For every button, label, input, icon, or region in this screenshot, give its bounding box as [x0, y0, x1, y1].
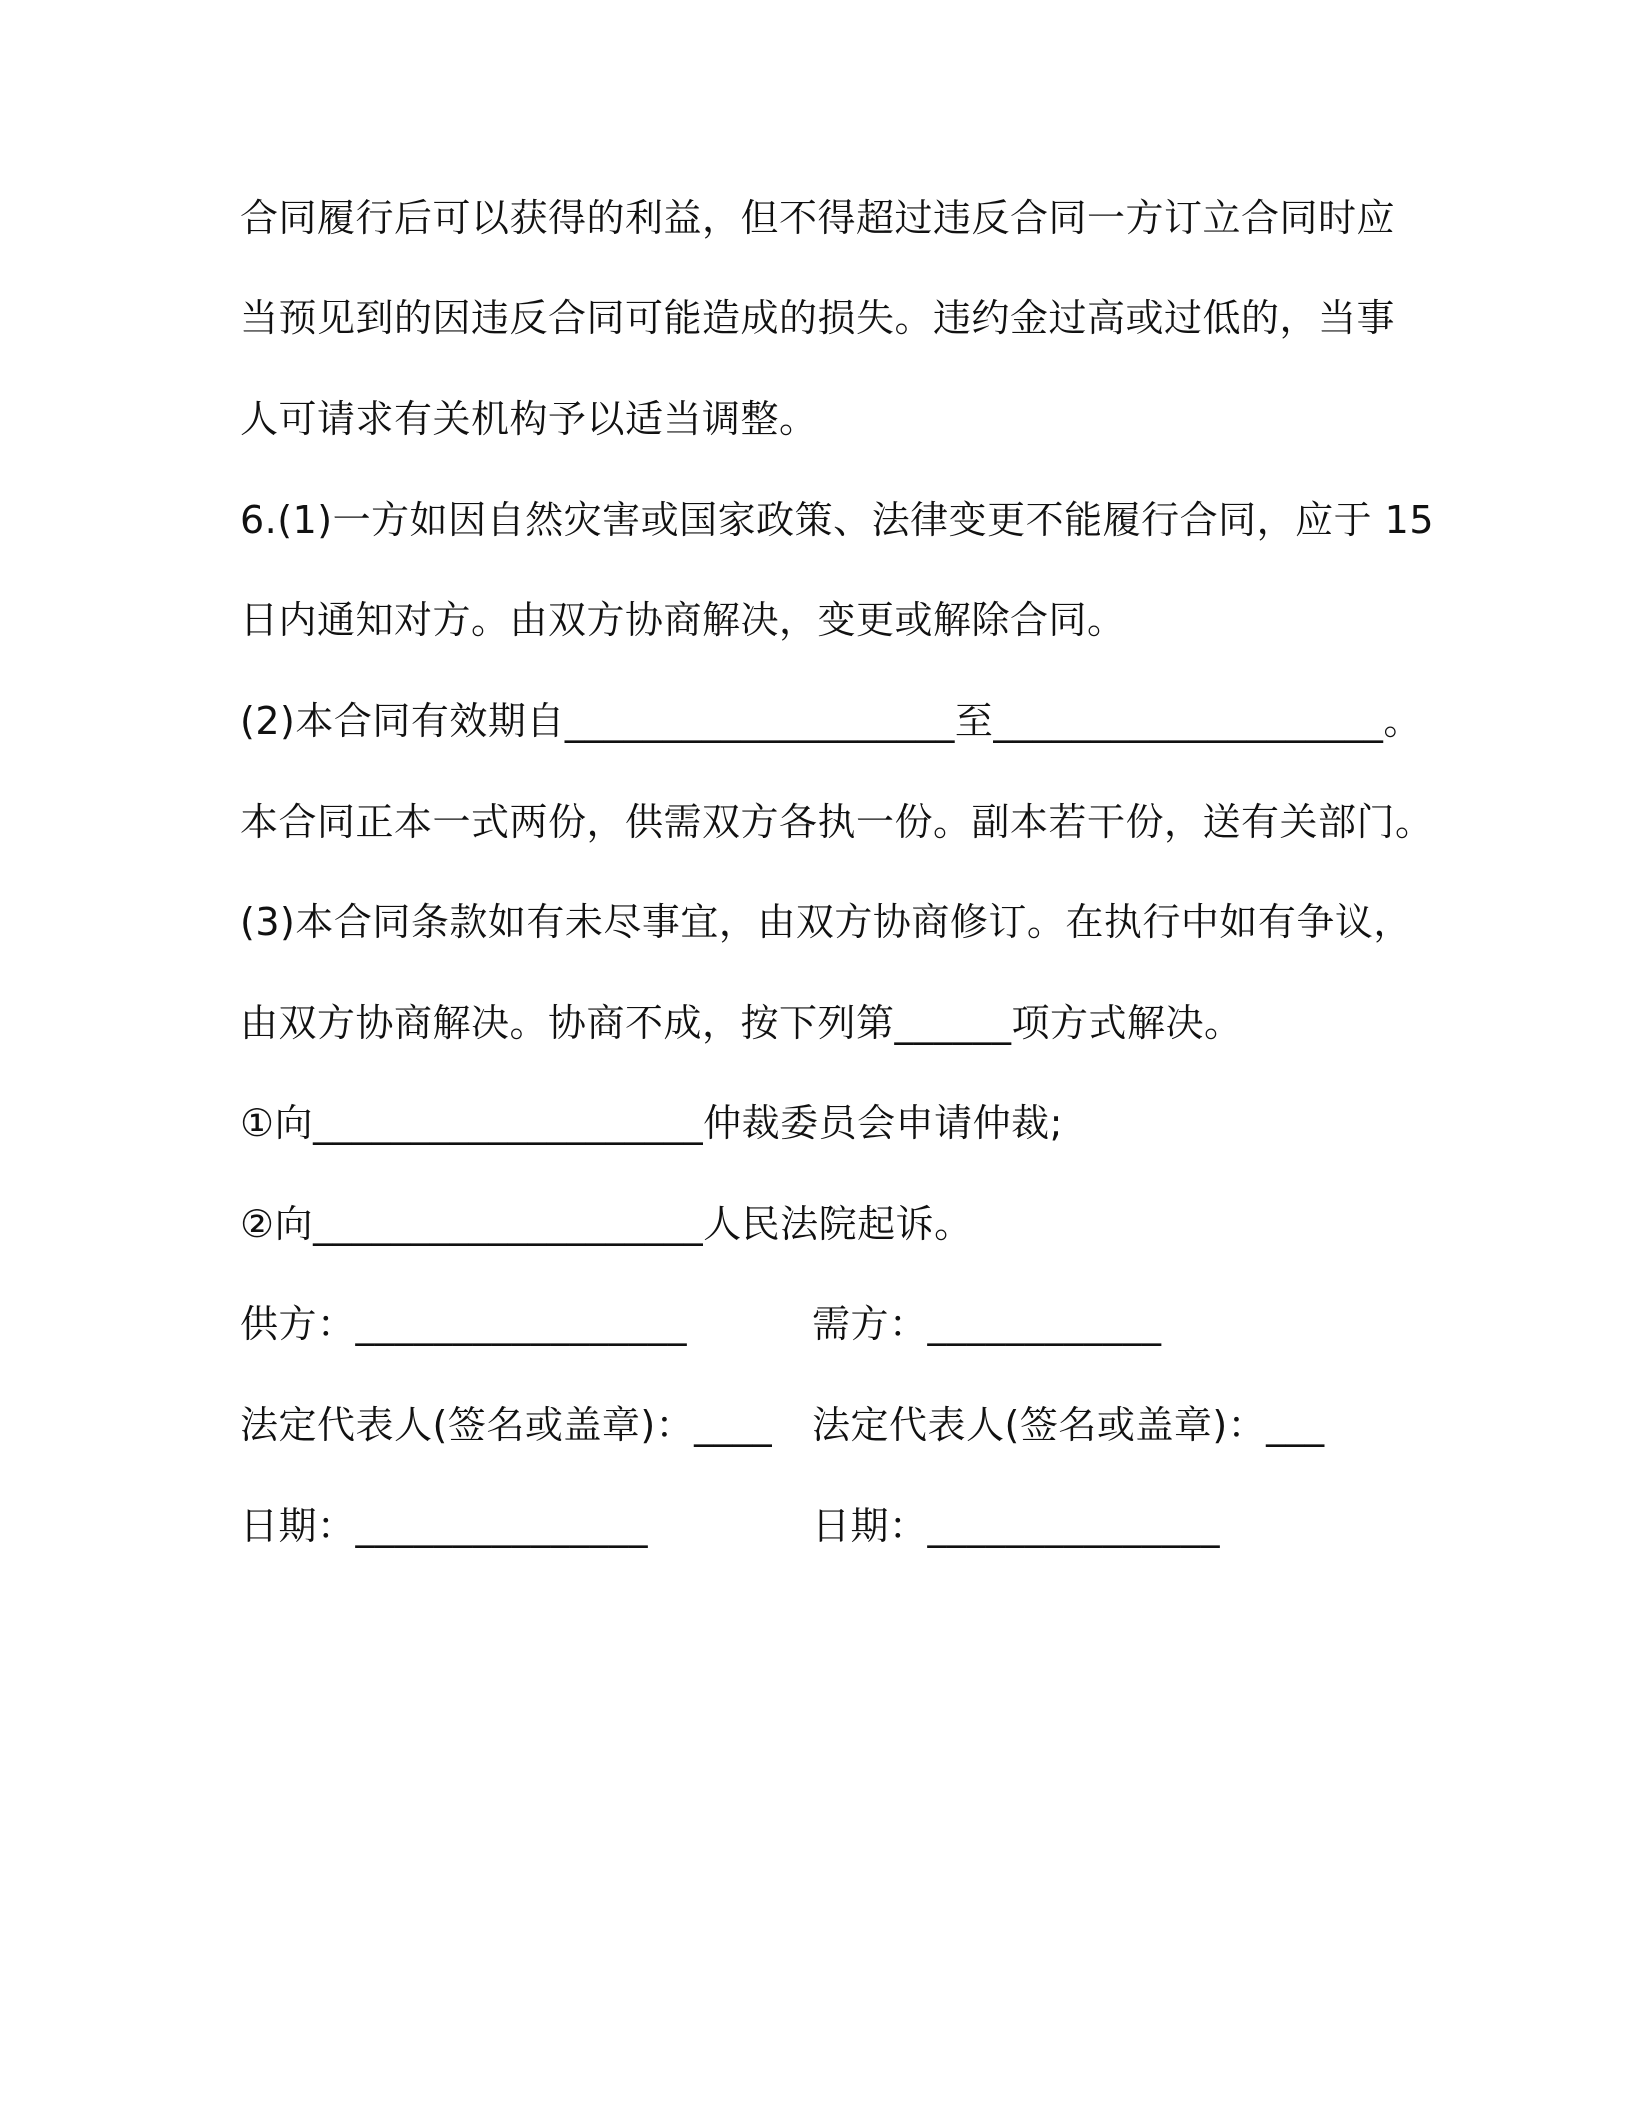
paragraph-line: 本合同正本一式两份，供需双方各执一份。副本若干份，送有关部门。: [240, 800, 1434, 844]
buyer-date-field: 日期：_______________: [812, 1504, 1221, 1548]
paragraph-line: ②向____________________人民法院起诉。: [240, 1202, 973, 1246]
buyer-field: 需方：____________: [812, 1302, 1162, 1346]
paragraph-line: 6.(1)一方如因自然灾害或国家政策、法律变更不能履行合同，应于 15: [240, 498, 1435, 542]
supplier-representative-field: 法定代表人(签名或盖章)：____: [240, 1403, 773, 1447]
paragraph-line: ①向____________________仲裁委员会申请仲裁;: [240, 1101, 1063, 1145]
paragraph-line: 日内通知对方。由双方协商解决，变更或解除合同。: [240, 598, 1126, 642]
paragraph-line: 由双方协商解决。协商不成，按下列第______项方式解决。: [240, 1001, 1243, 1045]
buyer-representative-field: 法定代表人(签名或盖章)：___: [812, 1403, 1325, 1447]
paragraph-line: 合同履行后可以获得的利益，但不得超过违反合同一方订立合同时应: [240, 196, 1396, 240]
supplier-date-field: 日期：_______________: [240, 1504, 649, 1548]
paragraph-line: 人可请求有关机构予以适当调整。: [240, 397, 818, 441]
paragraph-line: 当预见到的因违反合同可能造成的损失。违约金过高或过低的，当事: [240, 296, 1396, 340]
paragraph-line: (2)本合同有效期自____________________至____________________。: [240, 699, 1422, 743]
supplier-field: 供方：_________________: [240, 1302, 688, 1346]
paragraph-line: (3)本合同条款如有未尽事宜，由双方协商修订。在执行中如有争议，: [240, 900, 1412, 944]
